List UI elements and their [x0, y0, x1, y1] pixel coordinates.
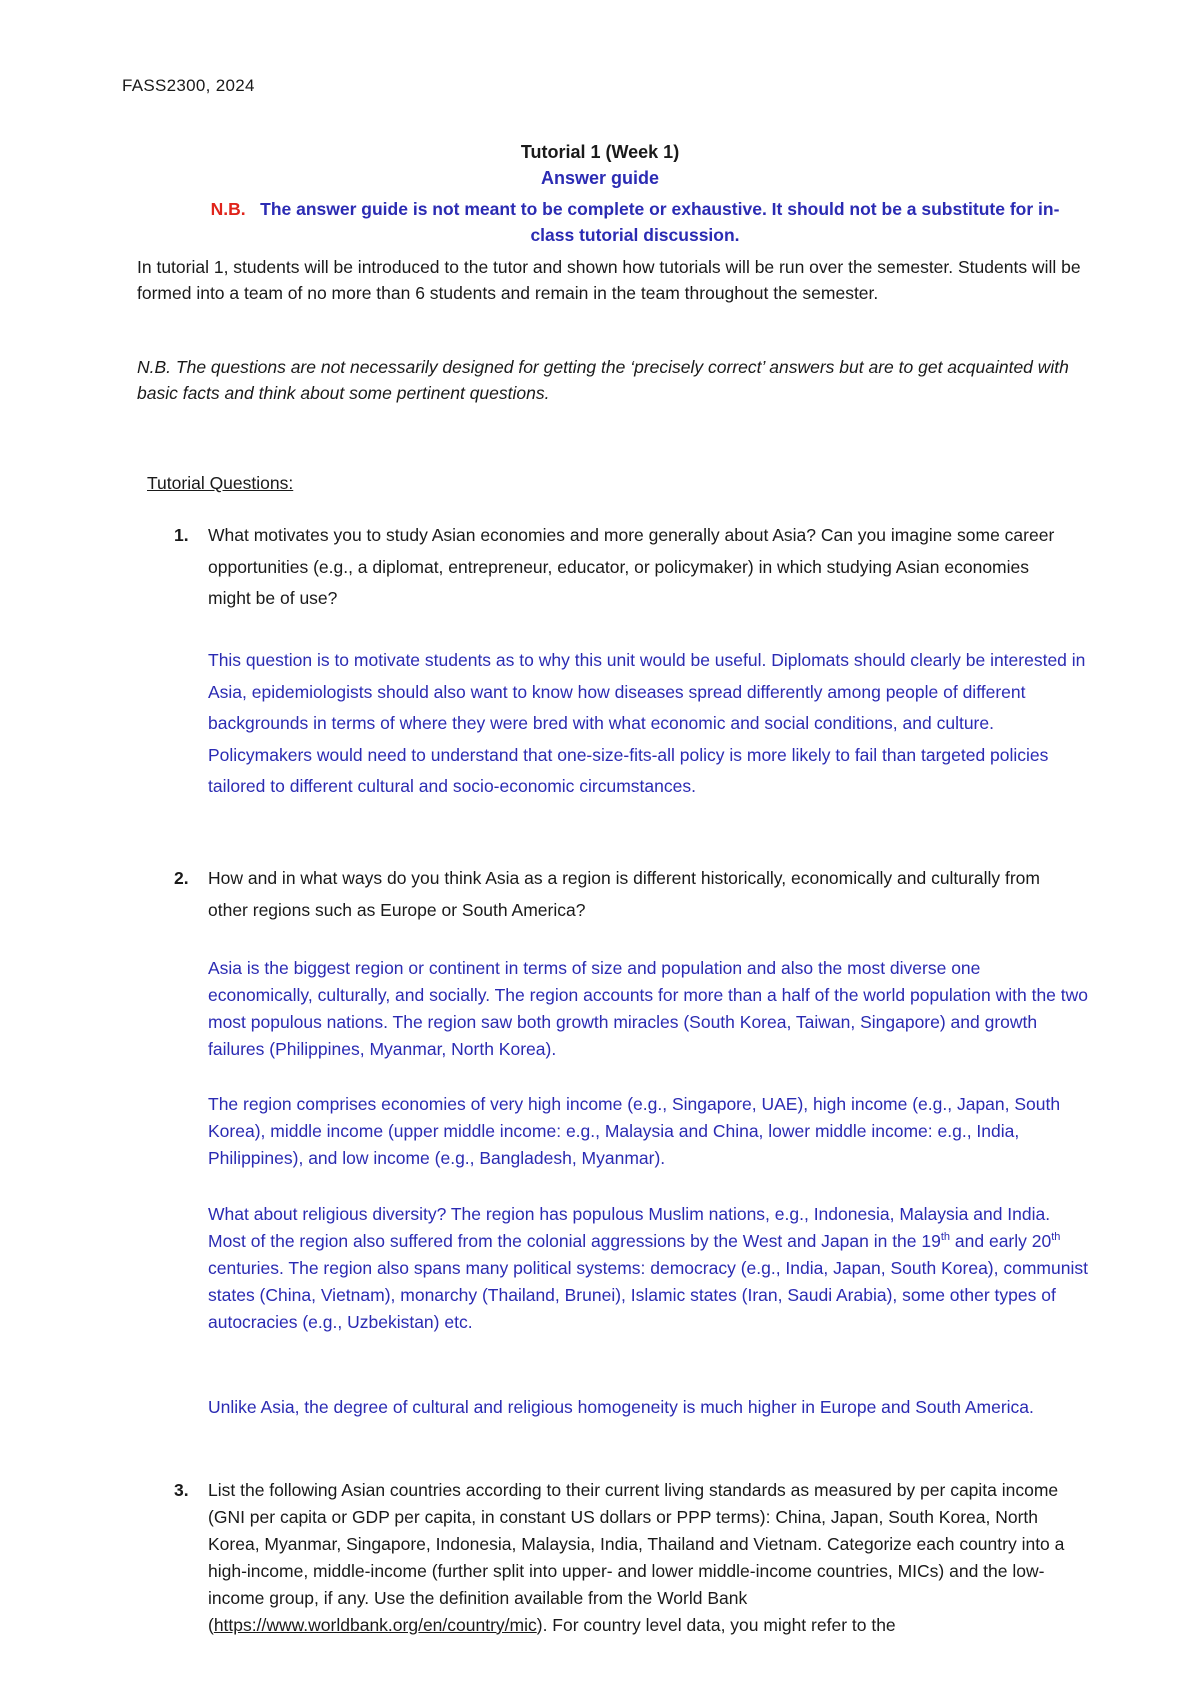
- nb-notice: [190, 196, 1080, 248]
- nb-italic-paragraph: N.B. The questions are not necessarily designed for getting the ‘precisely correct’ answers but are to get acquainted with basic facts and think about some pertinent questions.: [137, 357, 1069, 403]
- question-text: List the following Asian countries according to their current living standards as measured by per capita income (GNI per capita or GDP per capita, in constant US dollars or PPP terms): China, Japan, South Korea, North Korea, Myanmar, Singapore, Indonesia, Malaysia, India, Thailand and Vietnam. Categorize each country into a high-income, middle-income (further split into upper- and lower middle-income countries, MICs) and the low-income group, if any. Use the definition available from the World Bank (https://www.worldbank.org/en/country/mic). For country level data, you might refer to the: [208, 1480, 1065, 1635]
- tutorial-questions-heading: Tutorial Questions:: [147, 473, 294, 493]
- intro-paragraph: In tutorial 1, students will be introduced to the tutor and shown how tutorials will be run over the semester. Students will be formed into a team of no more than 6 students and remain in the team throughout the semester.: [137, 257, 1081, 303]
- question-3: [174, 1477, 1074, 1639]
- document-subtitle: Answer guide: [540, 168, 660, 188]
- question-1: [174, 520, 1074, 615]
- answer-2-paragraph-4: Unlike Asia, the degree of cultural and religious homogeneity is much higher in Europe and South America.: [208, 1397, 1034, 1417]
- nb-label: N.B.: [210, 199, 246, 219]
- question-number: 3.: [174, 1480, 189, 1500]
- question-number: 1.: [174, 525, 189, 545]
- answer-2-paragraph-1: Asia is the biggest region or continent in terms of size and population and also the most diverse one economically, culturally, and socially. The region accounts for more than a half of the world population with the two most populous nations. The region saw both growth miracles (South Korea, Taiwan, Singapore) and growth failures (Philippines, Myanmar, North Korea).: [208, 958, 1089, 1059]
- document-title: Tutorial 1 (Week 1): [520, 142, 680, 162]
- question-text: What motivates you to study Asian economies and more generally about Asia? Can you imagine some career opportunities (e.g., a diplomat, entrepreneur, educator, or policymaker) in which studying Asian economies might be of use?: [208, 525, 1055, 608]
- question-text: How and in what ways do you think Asia as a region is different historically, economically and culturally from other regions such as Europe or South America?: [208, 868, 1040, 920]
- question-number: 2.: [174, 868, 189, 888]
- question-2: [174, 863, 1074, 926]
- course-code: FASS2300, 2024: [122, 76, 255, 95]
- world-bank-link[interactable]: https://www.worldbank.org/en/country/mic: [213, 1615, 537, 1635]
- answer-2-paragraph-3: What about religious diversity? The region has populous Muslim nations, e.g., Indonesia, Malaysia and India. Most of the region also suffered from the colonial aggressions by the West and Japan in the 19th and early 20th centuries. The region also spans many political systems: democracy (e.g., India, Japan, South Korea), communist states (China, Vietnam), monarchy (Thailand, Brunei), Islamic states (Iran, Saudi Arabia), some other types of autocracies (e.g., Uzbekistan) etc.: [208, 1204, 1088, 1332]
- answer-2-paragraph-2: The region comprises economies of very high income (e.g., Singapore, UAE), high income (e.g., Japan, South Korea), middle income (upper middle income: e.g., Malaysia and China, lower middle income: e.g., India, Philippines), and low income (e.g., Bangladesh, Myanmar).: [208, 1094, 1061, 1168]
- answer-1: This question is to motivate students as to why this unit would be useful. Diplomats should clearly be interested in Asia, epidemiologists should also want to know how diseases spread differently among people of different backgrounds in terms of where they were bred with what economic and social conditions, and culture. Policymakers would need to understand that one-size-fits-all policy is more likely to fail than targeted policies tailored to different cultural and socio-economic circumstances.: [208, 650, 1086, 796]
- nb-text: The answer guide is not meant to be complete or exhaustive. It should not be a substitute for in-class tutorial discussion.: [260, 199, 1060, 245]
